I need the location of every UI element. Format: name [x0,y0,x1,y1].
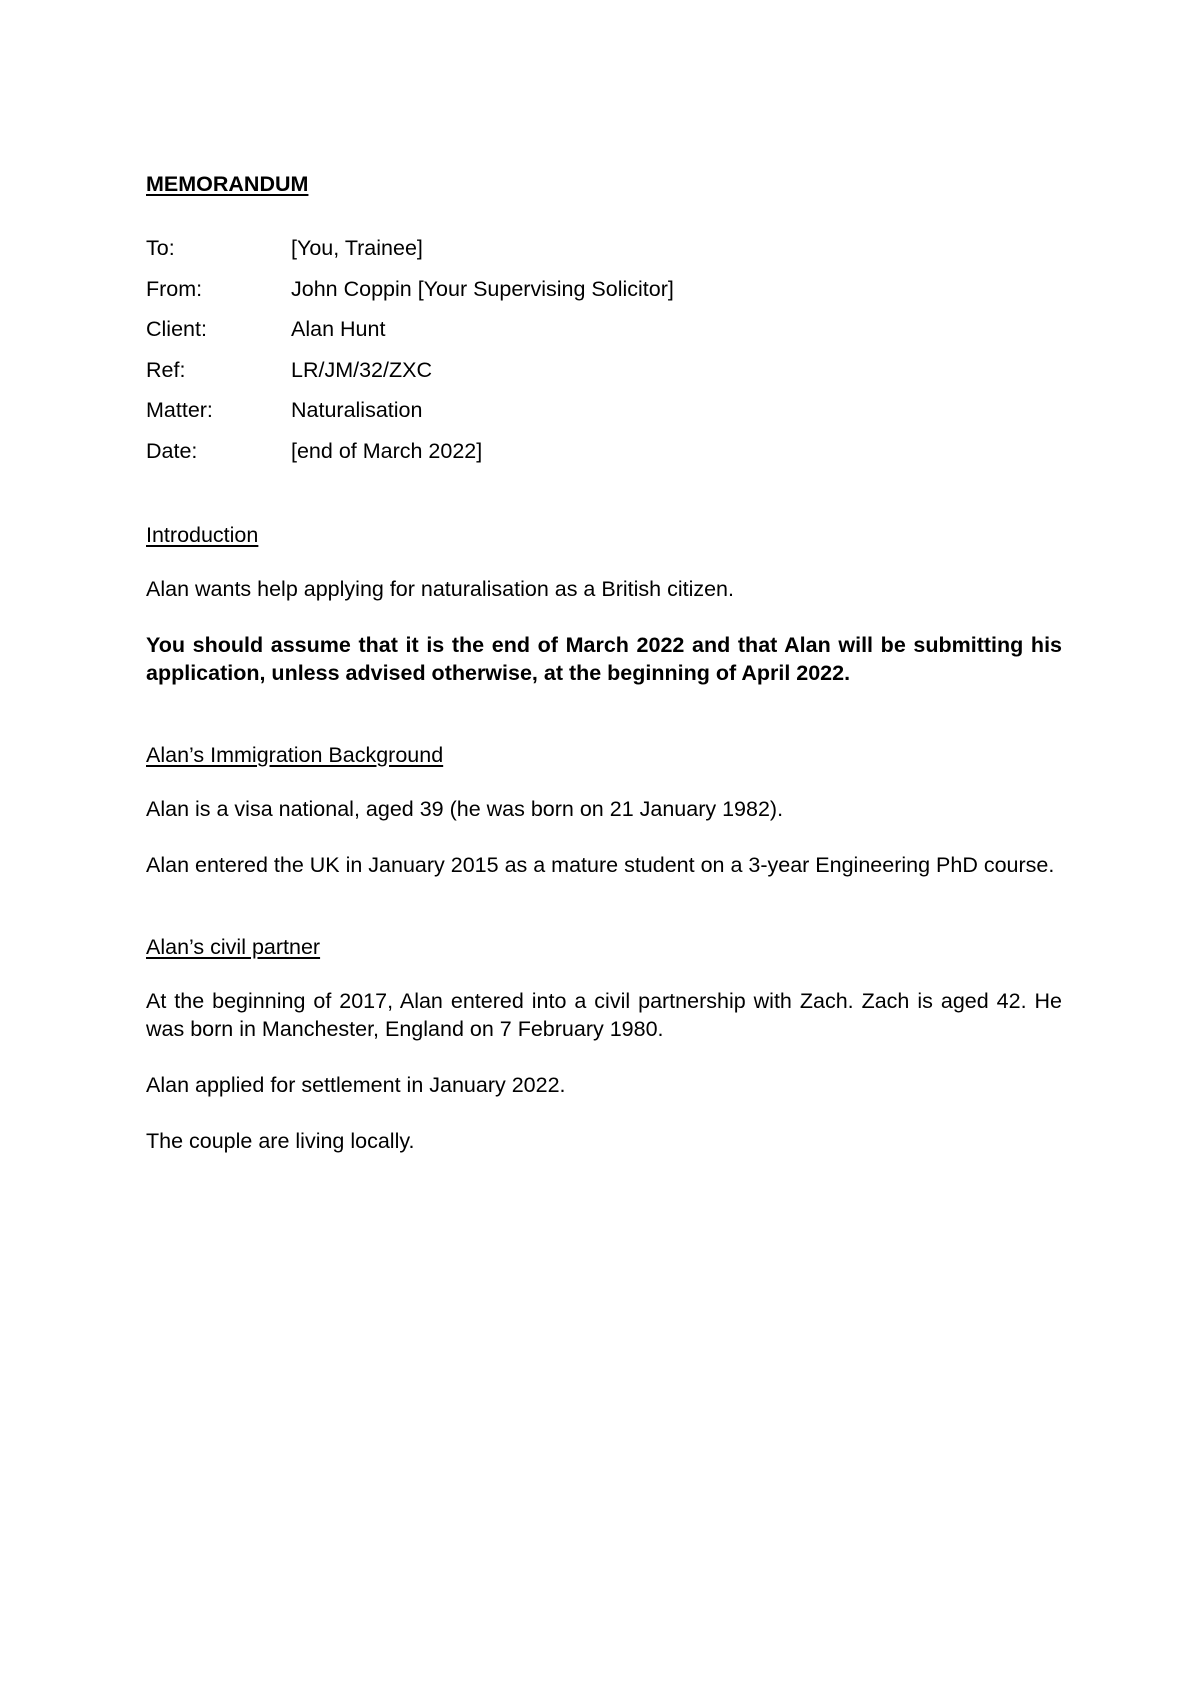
field-value: [You, Trainee] [291,236,423,261]
field-row-matter [146,390,674,431]
memo-header-fields [146,228,674,471]
field-row-to [146,228,674,269]
field-value: Naturalisation [291,398,423,423]
paragraph: The couple are living locally. [146,1129,415,1153]
field-row-ref [146,350,674,391]
field-value: [end of March 2022] [291,438,483,463]
paragraph: At the beginning of 2017, Alan entered into a civil partnership with Zach. Zach is aged 42. He was born in Manchester, England on 7 February 1980. [146,989,1062,1041]
paragraph: Alan entered the UK in January 2015 as a mature student on a 3-year Engineering PhD course. [146,853,1055,877]
field-label: Client: [146,317,207,342]
memo-title: MEMORANDUM [146,172,309,196]
paragraph: Alan wants help applying for naturalisation as a British citizen. [146,577,734,601]
field-value: Alan Hunt [291,317,386,342]
section-heading: Alan’s Immigration Background [146,743,444,767]
memo-page [146,170,1062,1183]
field-label: From: [146,276,203,301]
paragraph: Alan applied for settlement in January 2022. [146,1073,566,1097]
instruction-paragraph: You should assume that it is the end of March 2022 and that Alan will be submitting his application, unless advised otherwise, at the beginning of April 2022. [146,633,1062,685]
field-row-from [146,269,674,310]
section-civil-partner [146,933,1062,1155]
section-introduction [146,521,1062,687]
section-immigration-background [146,741,1062,879]
field-row-date [146,431,674,472]
field-label: Matter: [146,398,213,423]
field-label: Date: [146,438,198,463]
section-heading: Introduction [146,523,259,547]
section-heading: Alan’s civil partner [146,935,321,959]
paragraph: Alan is a visa national, aged 39 (he was born on 21 January 1982). [146,797,784,821]
field-row-client [146,309,674,350]
field-value: John Coppin [Your Supervising Solicitor] [291,276,674,301]
field-value: LR/JM/32/ZXC [291,357,432,382]
field-label: To: [146,236,175,261]
field-label: Ref: [146,357,186,382]
